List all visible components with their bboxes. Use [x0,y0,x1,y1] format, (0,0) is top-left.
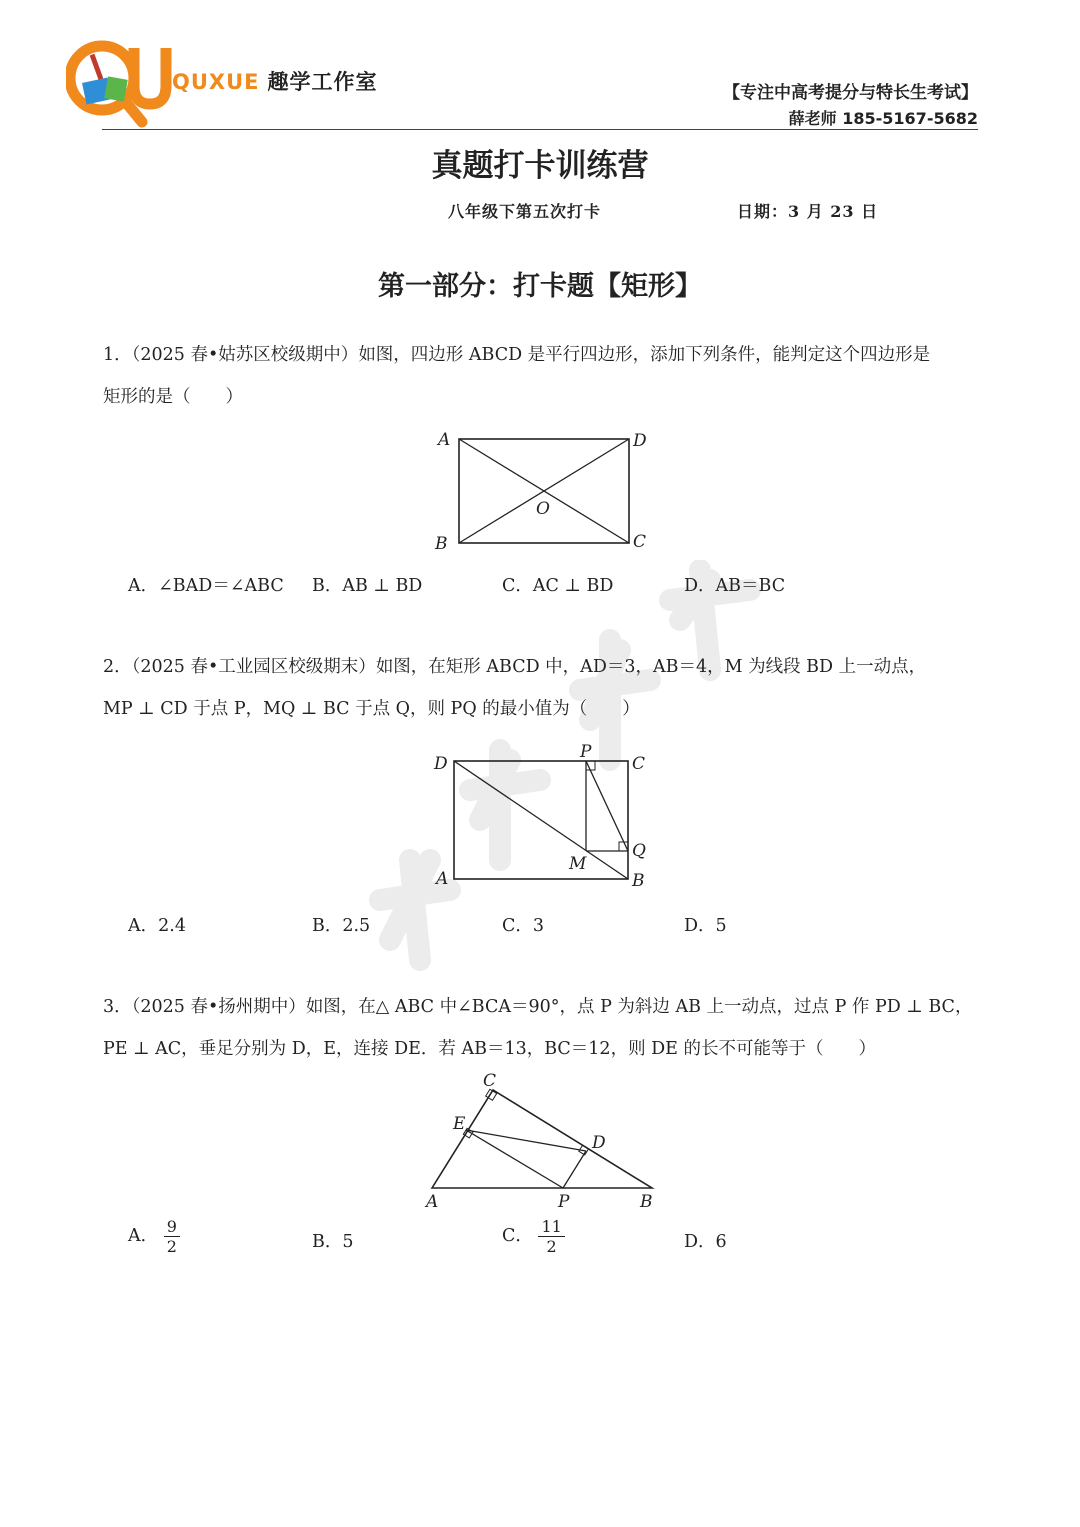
question-3-option-d[interactable]: D．6 [684,1232,727,1252]
subtitle: 八年级下第五次打卡 [448,202,602,221]
label-c: C [483,1071,497,1091]
right-angle-mark-p [586,761,595,770]
label-p: P [558,1192,570,1212]
brand-cn: 趣学工作室 [267,70,378,94]
slogan: 【专注中高考提分与特长生考试】 [723,83,978,103]
question-1-option-c[interactable]: C．AC ⊥ BD [502,576,614,596]
question-3-line-1 [103,986,983,1028]
question-2-line-1 [103,646,983,688]
question-3-line-2: PE ⊥ AC，垂足分别为 D，E，连接 DE．若 AB＝13，BC＝12，则 DE 的长不可能等于（ ） [103,1039,876,1059]
figure-2 [430,740,660,895]
option-letter: A． [128,1226,159,1246]
question-1-option-b[interactable]: B．AB ⊥ BD [312,576,423,596]
question-source: （2025 春•工业园区校级期末） [131,657,376,677]
numerator: 9 [164,1217,180,1237]
label-d: D [434,754,448,774]
question-text: 如图，在矩形 ABCD 中，AD＝3，AB＝4，M 为线段 BD 上一动点， [375,657,927,677]
logo-mark [66,38,176,128]
question-2-option-d[interactable]: D．5 [684,916,727,936]
header-divider [102,129,978,130]
question-number: 1． [103,345,132,365]
segment-pq [586,761,628,851]
question-3-option-a[interactable] [128,1217,180,1256]
label-a: A [426,1192,439,1212]
right-angle-mark-q [619,842,628,851]
question-2-line-2: MP ⊥ CD 于点 P，MQ ⊥ BC 于点 Q，则 PQ 的最小值为（ ） [103,699,640,719]
label-a: A [436,869,449,889]
section-title: 第一部分：打卡题【矩形】 [378,271,702,302]
question-2-option-a[interactable]: A．2.4 [128,916,186,936]
question-source: （2025 春•扬州期中） [131,997,306,1017]
question-1-option-a[interactable]: A．∠BAD＝∠ABC [128,576,284,596]
label-b: B [435,534,448,554]
figure-3 [420,1070,670,1215]
label-e: E [453,1114,466,1134]
page-title: 真题打卡训练营 [431,148,649,184]
question-number: 3． [103,997,132,1017]
label-c: C [633,532,647,552]
fraction [538,1217,564,1256]
label-q: Q [632,841,646,861]
label-a: A [438,430,451,450]
denominator: 2 [546,1237,557,1256]
brand-name [172,66,378,96]
label-d: D [592,1133,606,1153]
question-1-option-d[interactable]: D．AB＝BC [684,576,786,596]
label-p: P [580,742,592,762]
figure-1 [430,425,660,555]
question-source: （2025 春•姑苏区校级期中） [131,345,359,365]
contact-info: 薛老师 185-5167-5682 [788,109,978,128]
fraction [164,1217,180,1256]
question-2 [103,646,983,730]
question-3-option-c[interactable] [502,1217,565,1256]
numerator: 11 [538,1217,564,1237]
label-d: D [633,431,647,451]
label-b: B [632,871,645,891]
triangle-abc [432,1090,652,1188]
label-b: B [640,1192,653,1212]
question-2-option-c[interactable]: C．3 [502,916,545,936]
question-text: 如图，在△ ABC 中∠BCA＝90°，点 P 为斜边 AB 上一动点，过点 P 作 PD ⊥ BC， [305,997,973,1017]
date-label: 日期：3 月 23 日 [737,202,879,221]
question-text: 如图，四边形 ABCD 是平行四边形，添加下列条件，能判定这个四边形是 [358,345,931,365]
question-3 [103,986,983,1070]
question-1-line-2: 矩形的是（ ） [103,387,243,407]
question-3-option-b[interactable]: B．5 [312,1232,354,1252]
denominator: 2 [166,1237,177,1256]
question-1-line-1 [103,334,983,376]
figure-2-diagonal-bd [454,761,628,879]
question-2-option-b[interactable]: B．2.5 [312,916,371,936]
segment-pd [563,1151,586,1188]
question-1 [103,334,983,418]
label-o: O [536,499,550,519]
brand-en: QUXUE [172,70,260,94]
label-c: C [632,754,646,774]
label-m: M [569,854,587,874]
option-letter: C． [502,1226,533,1246]
question-number: 2． [103,657,132,677]
